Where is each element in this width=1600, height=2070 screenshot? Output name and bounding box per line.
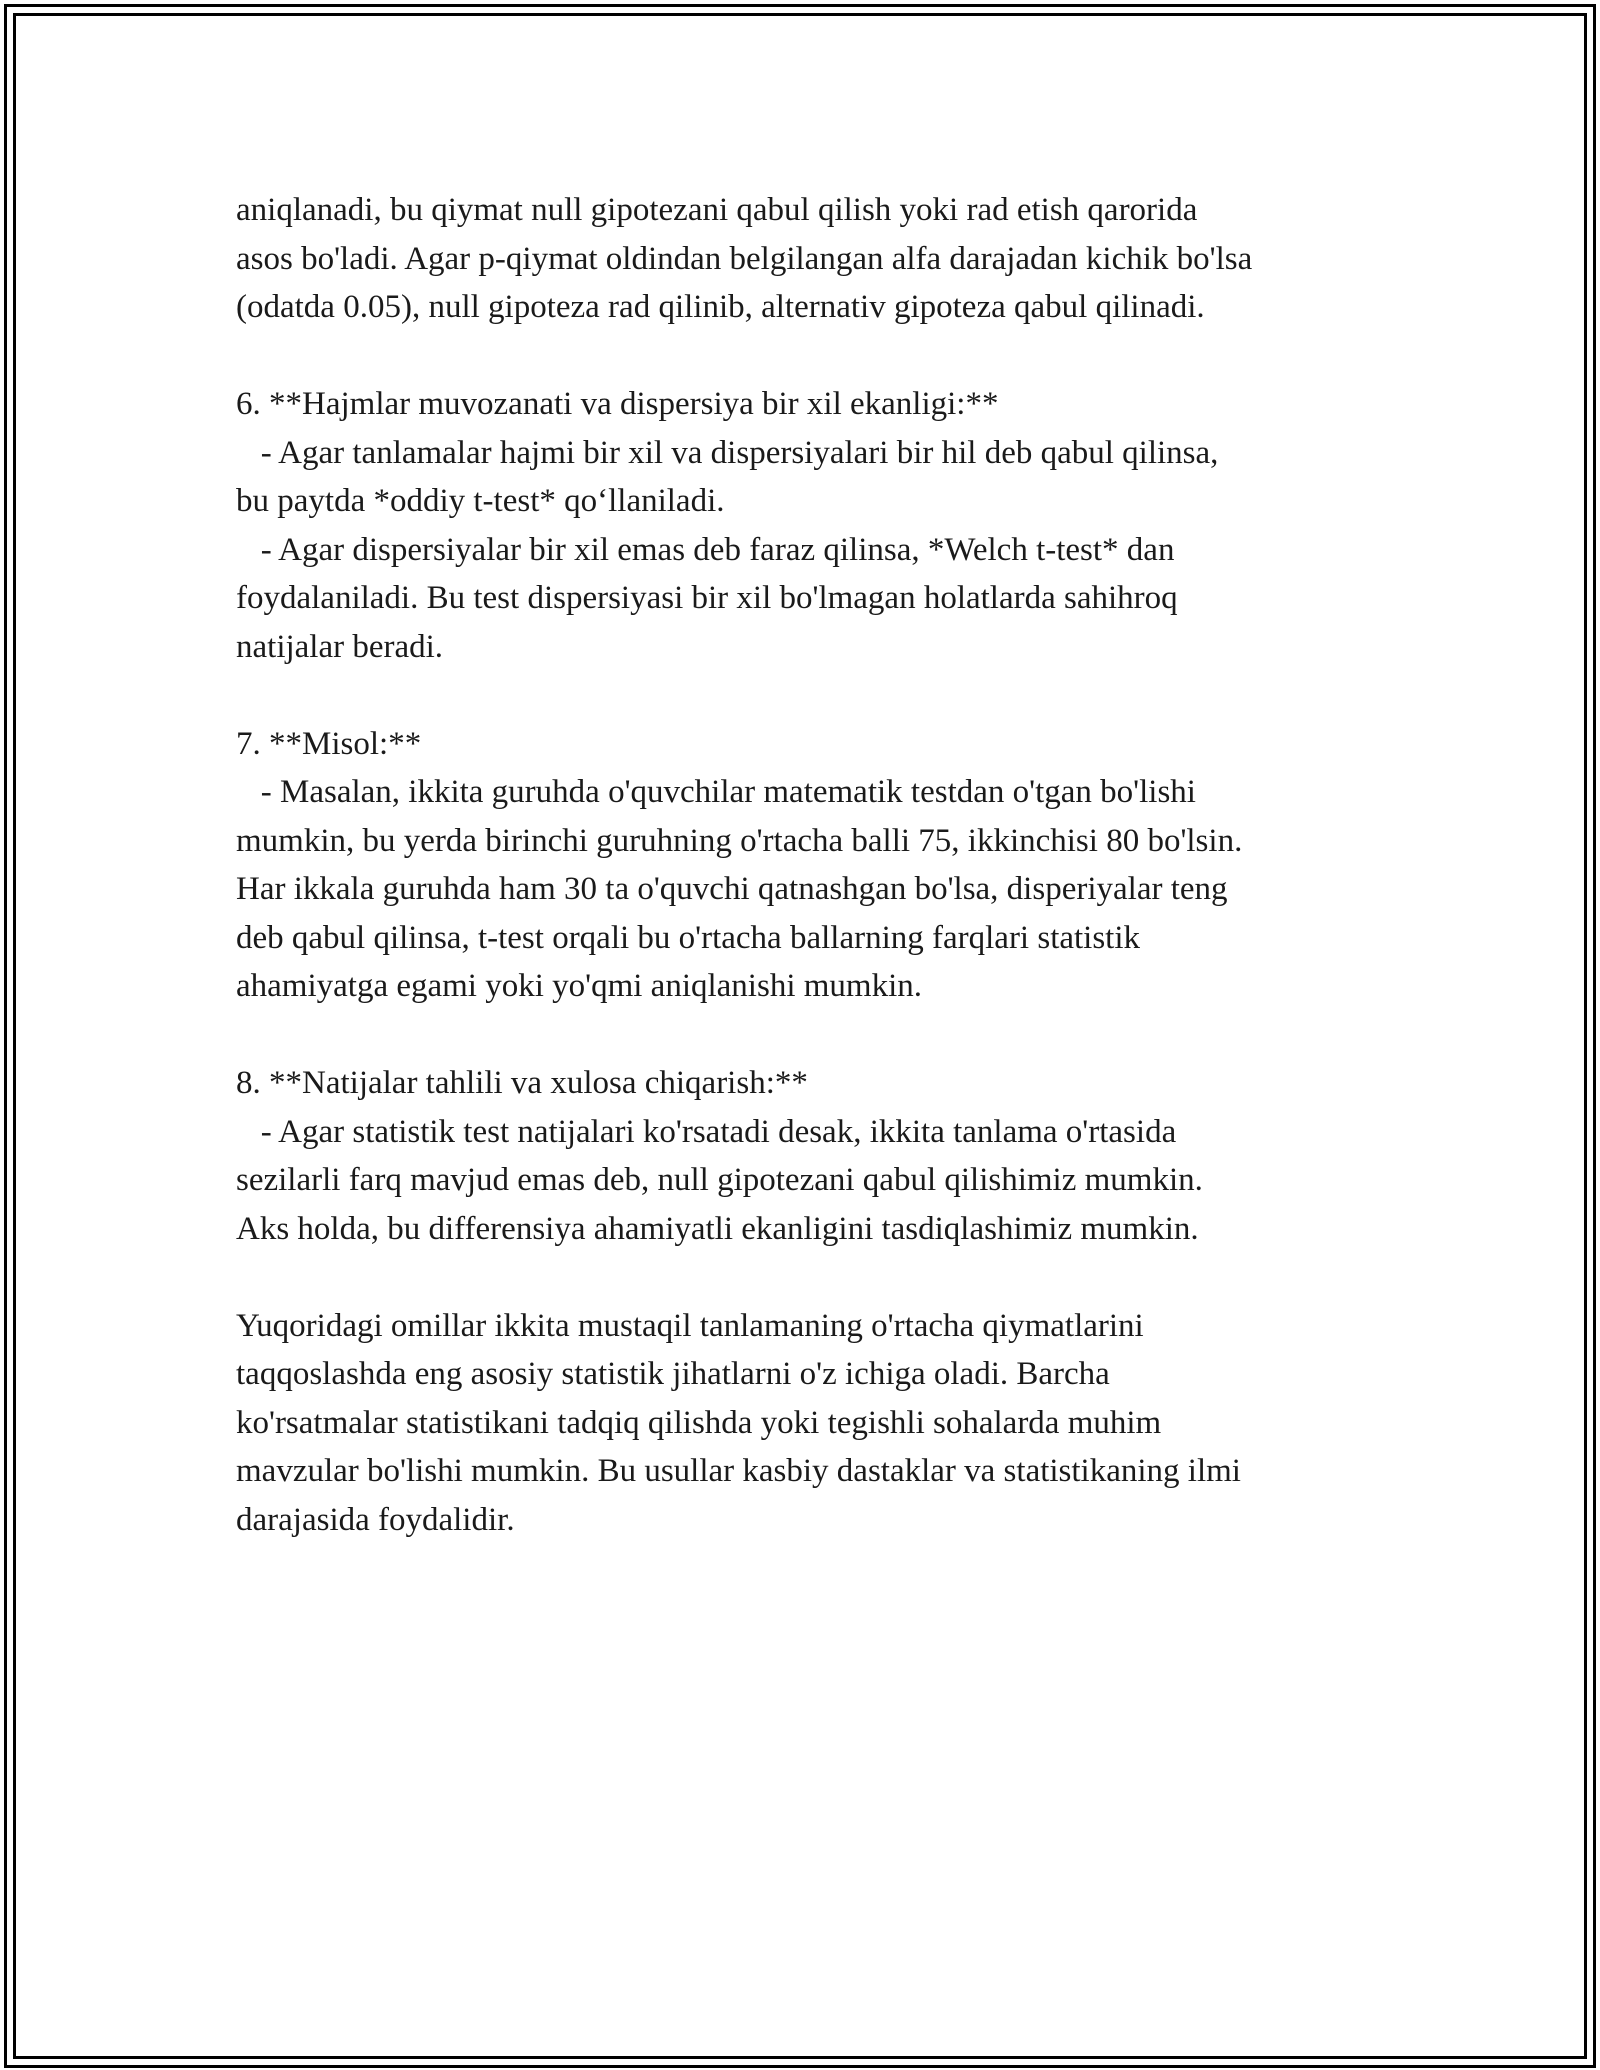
text-line: ko'rsatmalar statistikani tadqiq qilishda yoki tegishli sohalarda muhim [236,1404,1162,1441]
section-7 [236,720,1386,1011]
text-line: asos bo'ladi. Agar p-qiymat oldindan belgilangan alfa darajadan kichik bo'lsa [236,240,1253,277]
section-6 [236,380,1386,671]
intro-paragraph [236,186,1386,332]
document-body [236,186,1386,1544]
text-line: sezilarli farq mavjud emas deb, null gipotezani qabul qilishimiz mumkin. [236,1162,1203,1198]
paragraph-spacer [236,1253,1386,1302]
text-line: taqqoslashda eng asosiy statistik jihatlarni o'z ichiga oladi. Barcha [236,1356,1110,1392]
conclusion-paragraph [236,1302,1386,1545]
text-line: - Agar tanlamalar hajmi bir xil va dispersiyalari bir hil deb qabul qilinsa, [236,434,1219,471]
paragraph-spacer [236,1011,1386,1060]
text-line: mavzular bo'lishi mumkin. Bu usullar kasbiy dastaklar va statistikaning ilmi [236,1453,1241,1489]
text-line: - Agar statistik test natijalari ko'rsatadi desak, ikkita tanlama o'rtasida [236,1113,1177,1150]
text-line: aniqlanadi, bu qiymat null gipotezani qabul qilish yoki rad etish qarorida [236,192,1198,228]
text-line: Aks holda, bu differensiya ahamiyatli ekanligini tasdiqlashimiz mumkin. [236,1210,1199,1247]
paragraph-spacer [236,671,1386,720]
section-heading: 8. **Natijalar tahlili va xulosa chiqarish:** [236,1065,808,1101]
text-line: mumkin, bu yerda birinchi guruhning o'rtacha balli 75, ikkinchisi 80 bo'lsin. [236,822,1243,859]
text-line: - Masalan, ikkita guruhda o'quvchilar matematik testdan o'tgan bo'lishi [236,774,1196,810]
text-line: (odatda 0.05), null gipoteza rad qilinib, alternativ gipoteza qabul qilinadi. [236,289,1205,325]
text-line: foydalaniladi. Bu test dispersiyasi bir xil bo'lmagan holatlarda sahihroq [236,580,1178,616]
text-line: Har ikkala guruhda ham 30 ta o'quvchi qatnashgan bo'lsa, disperiyalar teng [236,871,1228,907]
text-line: natijalar beradi. [236,628,444,665]
text-line: - Agar dispersiyalar bir xil emas deb faraz qilinsa, *Welch t-test* dan [236,531,1175,568]
section-heading: 7. **Misol:** [236,725,422,762]
text-line: darajasida foydalidir. [236,1501,515,1538]
paragraph-spacer [236,332,1386,381]
text-line: Yuqoridagi omillar ikkita mustaqil tanlamaning o'rtacha qiymatlarini [236,1307,1144,1344]
text-line: deb qabul qilinsa, t-test orqali bu o'rtacha ballarning farqlari statistik [236,919,1141,956]
text-line: ahamiyatga egami yoki yo'qmi aniqlanishi mumkin. [236,968,922,1004]
text-line: bu paytda *oddiy t-test* qo‘llaniladi. [236,483,725,519]
section-8 [236,1059,1386,1253]
section-heading: 6. **Hajmlar muvozanati va dispersiya bir xil ekanligi:** [236,386,999,422]
